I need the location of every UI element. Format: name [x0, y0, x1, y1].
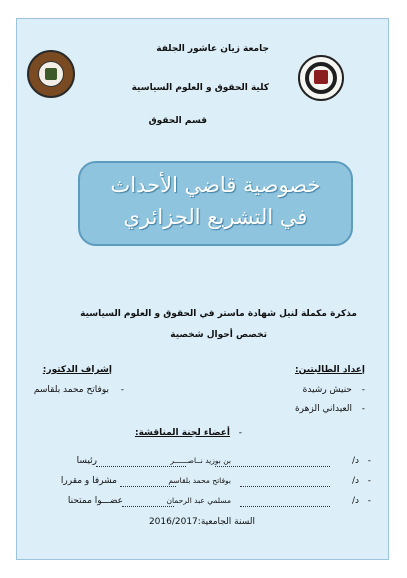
dotted-leader: [215, 466, 330, 467]
university-logo-icon: [27, 50, 75, 98]
students-label: إعداد الطالبتين:: [295, 365, 365, 375]
member-prefix-1: د/: [351, 456, 359, 466]
member-name-3: مسلمي عبد الرحمان: [166, 496, 231, 505]
member-name-2: بوفاتح محمد بلقاسم: [168, 476, 231, 485]
student-name-1: حنيش رشيدة: [302, 385, 352, 395]
specialty: تخصص أحوال شخصية: [170, 330, 267, 340]
university-name: جامعة زيان عاشور الجلفة: [156, 44, 269, 54]
dotted-leader: [240, 506, 330, 507]
bullet-icon: -: [367, 496, 371, 506]
bullet-icon: -: [361, 404, 365, 414]
dotted-leader: [96, 466, 186, 467]
dotted-leader: [240, 486, 330, 487]
bullet-icon: -: [238, 428, 242, 438]
thesis-title-line2: في التشريع الجزائري: [123, 205, 308, 229]
faculty-name: كلية الحقوق و العلوم السياسية: [131, 83, 269, 93]
bullet-icon: -: [367, 476, 371, 486]
bullet-icon: -: [367, 456, 371, 466]
supervisor-label: إشراف الدكتور:: [42, 365, 112, 375]
member-role-2: مشرفا و مقررا: [60, 476, 117, 486]
member-prefix-3: د/: [351, 496, 359, 506]
academic-year: السنة الجامعية:2016/2017: [148, 517, 255, 527]
member-name-1: بن بوزيد نــاصــــــر: [170, 456, 231, 465]
committee-label: أعضاء لجنة المناقشة:: [134, 428, 230, 438]
student-name-2: العيداني الزهرة: [294, 404, 352, 414]
bullet-icon: -: [120, 385, 124, 395]
university-seal-icon: [298, 55, 344, 101]
department-name: قسم الحقوق: [148, 116, 207, 126]
dotted-leader: [122, 506, 174, 507]
memo-description: مذكرة مكملة لنيل شهادة ماستر في الحقوق و العلوم السياسية: [80, 309, 357, 319]
thesis-title-box: [78, 161, 353, 246]
bullet-icon: -: [361, 385, 365, 395]
supervisor-name: بوفاتح محمد بلقاسم: [33, 385, 109, 395]
member-prefix-2: د/: [351, 476, 359, 486]
member-role-3: عضـــوا ممتحنا: [67, 496, 123, 506]
member-role-1: رئيسا: [76, 456, 97, 466]
dotted-leader: [120, 486, 176, 487]
thesis-title-line1: خصوصية قاضي الأحداث: [110, 173, 321, 197]
